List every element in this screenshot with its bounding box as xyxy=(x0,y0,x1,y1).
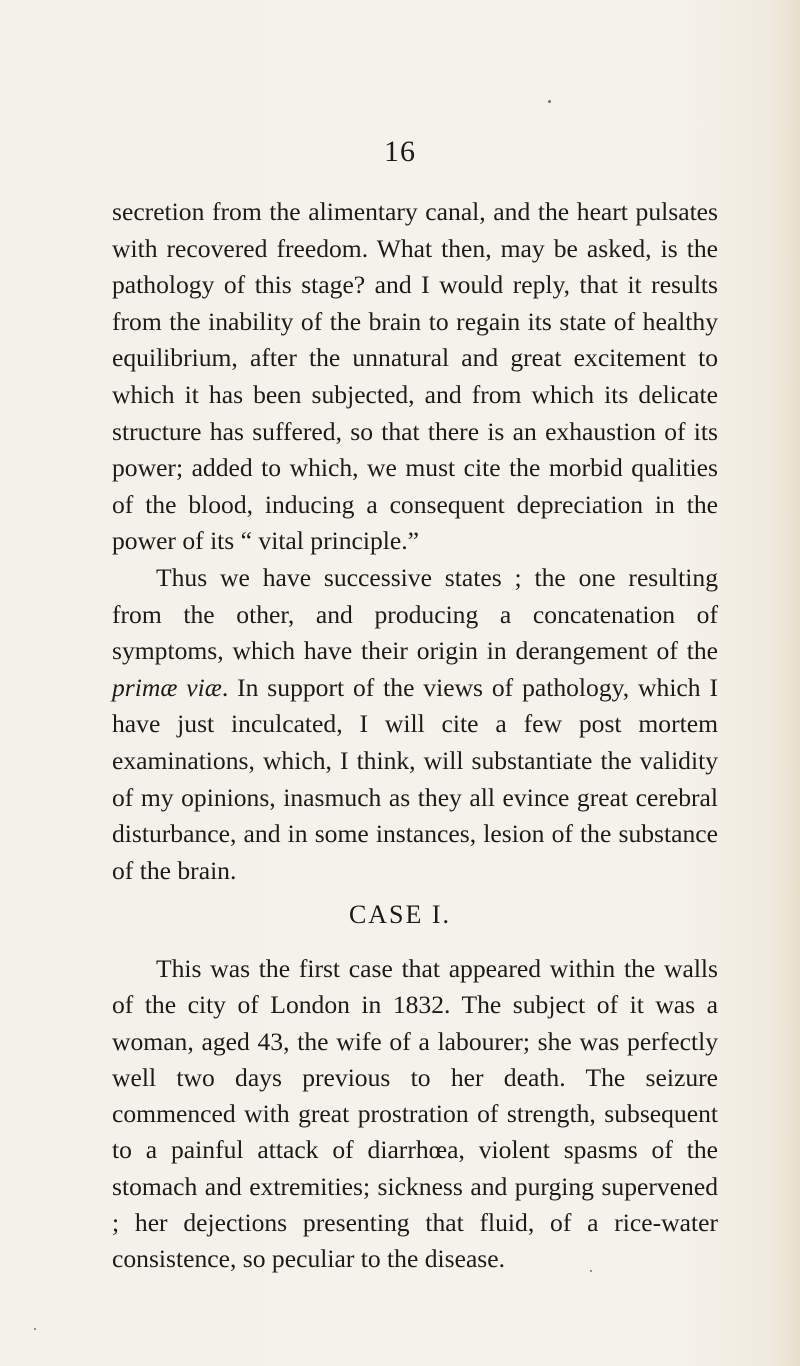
case-heading: CASE I. xyxy=(348,900,452,929)
paragraph-1: secretion from the alimentary canal, and the heart pulsates with recovered freedom. What then, may be asked, is the pathology of this stage? and I would reply, that it results from the inability of the brain to regain its state of healthy equilibrium, after the unnatural and great excitement to which it has been subjected, and from which its delicate structure has suffered, so that there is an exhaustion of its power; added to which, we must cite the morbid qualities of the blood, inducing a consequent depreciation in the power of its “ vital principle.” xyxy=(112,197,718,556)
paragraph-2-italic: primæ viæ xyxy=(112,672,222,702)
paragraph-2 xyxy=(112,560,718,889)
paper-speck xyxy=(548,100,551,103)
paragraph-2-part-1: Thus we have successive states ; the one resulting from the other, and producing a concatenation of symptoms, which have their origin in derangement of the xyxy=(112,562,718,666)
paragraph-2-part-2: . In support of the views of pathology, which I have just inculcated, I will cite a few post mortem examinations, which, I think, will substantiate the validity of my opinions, inasmuch as they all evince great cerebral disturbance, and in some instances, lesion of the substance of the brain. xyxy=(112,672,718,885)
paper-speck xyxy=(590,1270,592,1272)
case-paragraph: This was the first case that appeared within the walls of the city of London in 1832. The subject of it was a woman, aged 43, the wife of a labourer; she was perfectly well two days previous to her death. The seizure commenced with great prostration of strength, subsequent to a painful attack of diarrhœa, violent spasms of the stomach and extremities; sickness and purging supervened ; her dejections presenting that fluid, of a rice-water consistence, so peculiar to the disease. xyxy=(112,954,718,1274)
body-text xyxy=(112,194,718,889)
case-text xyxy=(112,951,718,1278)
page-number: 16 xyxy=(384,135,416,168)
paper-speck xyxy=(34,1328,36,1330)
